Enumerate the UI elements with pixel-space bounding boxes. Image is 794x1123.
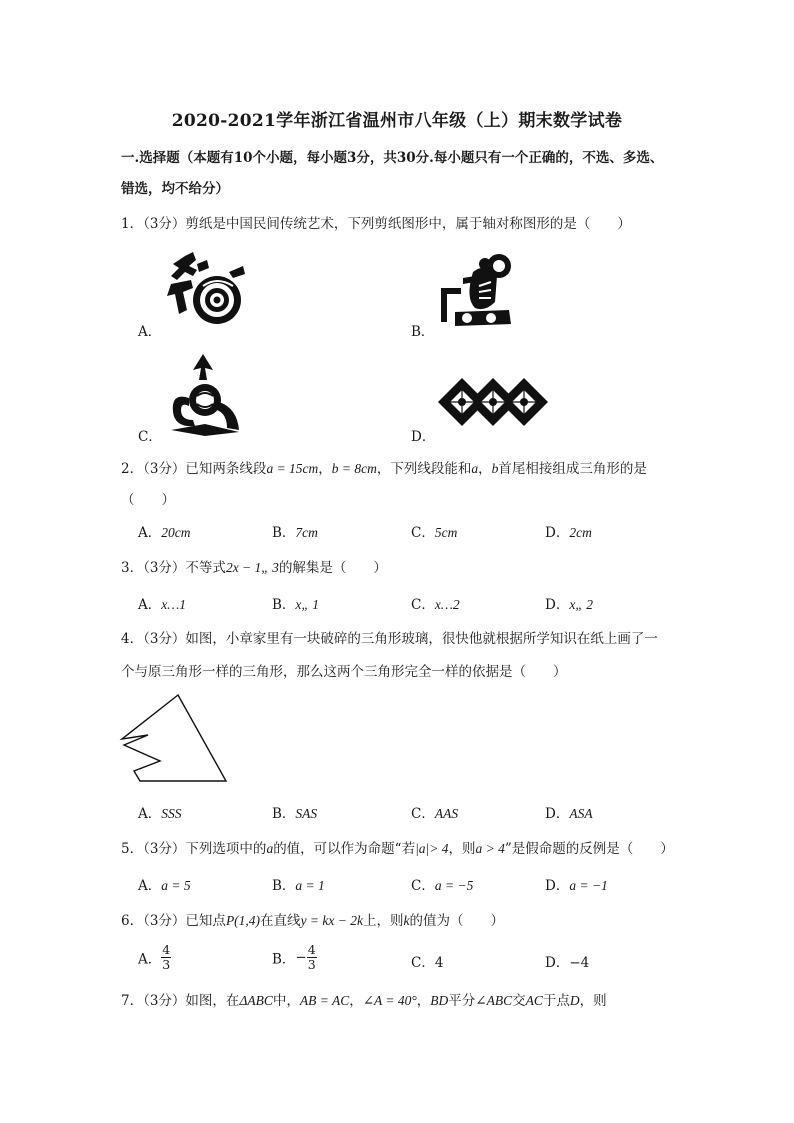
q5-option-c	[411, 874, 473, 894]
q2-prefix: 2．（3分）已知两条线段	[121, 461, 267, 477]
q7-mid3: 交	[512, 993, 526, 1009]
q5-option-c-letter: C．	[411, 878, 435, 894]
q7-angle2: ∠ABC	[475, 993, 513, 1008]
q6-option-b-fraction	[307, 943, 317, 972]
q2-option-b-letter: B．	[272, 525, 296, 541]
q6-prefix: 6．（3分）已知点	[121, 913, 226, 929]
q2-option-c-value: 5cm	[434, 525, 458, 540]
q1-option-a-label: A．	[138, 324, 162, 340]
q2-a-var: a	[471, 461, 479, 476]
section-heading-line1: 一.选择题（本题有10个小题，每小题3分，共30分.每小题只有一个正确的，不选、多选、	[121, 150, 664, 166]
q2-line1	[121, 457, 647, 477]
q2-b-expr: b = 8cm	[331, 461, 377, 476]
q7-mid4: 于点	[542, 993, 570, 1009]
q2-a-expr: a = 15cm	[266, 461, 319, 476]
swan-papercut-image	[165, 352, 245, 436]
q2-option-d	[545, 521, 592, 541]
q5-stem	[121, 837, 674, 857]
q5-option-a-value: a = 5	[161, 878, 191, 893]
q2-end: 首尾相接组成三角形的是	[498, 461, 647, 477]
q4-option-b-letter: B．	[272, 806, 296, 822]
q5-option-b	[272, 874, 325, 894]
q3-stem	[121, 556, 387, 576]
q3-option-c	[411, 593, 460, 613]
q3-suffix: 的解集是（ ）	[278, 560, 387, 576]
q6-line-eq: y = kx − 2k	[300, 913, 363, 928]
q3-option-c-letter: C．	[411, 597, 435, 613]
q3-expr: 2x − 1„ 3	[225, 560, 279, 575]
q2-option-c-letter: C．	[411, 525, 435, 541]
q5-option-c-value: a = −5	[434, 878, 474, 893]
q2-b-var: b	[491, 461, 499, 476]
q7-prefix: 7．（3分）如图，在	[121, 993, 240, 1009]
q5-option-b-letter: B．	[272, 878, 296, 894]
q5-option-d-letter: D．	[545, 878, 570, 894]
q5-mid2: ，则	[448, 841, 476, 857]
q6-option-a-denominator: 3	[162, 957, 171, 972]
q2-option-b-value: 7cm	[295, 525, 318, 540]
q5-a-var: a	[266, 841, 274, 856]
q3-option-a-letter: A．	[138, 597, 162, 613]
q6-mid2: 上，则	[363, 913, 404, 929]
q2-option-a-letter: A．	[138, 525, 162, 541]
q6-stem	[121, 909, 504, 929]
q4-option-a	[138, 802, 182, 822]
q4-option-b-value: SAS	[295, 806, 318, 821]
q7-suffix: ，则	[579, 993, 607, 1009]
q4-option-a-value: SSS	[161, 806, 182, 821]
q6-suffix: 的值为（ ）	[409, 913, 504, 929]
q5-option-b-value: a = 1	[295, 878, 325, 893]
q5-option-a	[138, 874, 191, 894]
q6-option-d	[545, 951, 589, 971]
q2-sep: ，	[318, 461, 332, 477]
q2-sep2: ，	[478, 461, 492, 477]
q5-concl: a > 4	[475, 841, 505, 856]
q4-option-d	[545, 802, 593, 822]
q3-option-d	[545, 593, 593, 613]
q2-option-a	[138, 521, 191, 541]
q7-bd: BD	[430, 993, 449, 1008]
q3-option-d-value: x„ 2	[569, 597, 593, 612]
q7-mid: 中，	[272, 993, 300, 1009]
q1-option-b-label: B．	[411, 324, 435, 340]
q4-option-c	[411, 802, 458, 822]
q6-option-c-letter: C．	[411, 955, 435, 971]
page-title: 2020-2021学年浙江省温州市八年级（上）期末数学试卷	[171, 111, 623, 131]
q5-option-a-letter: A．	[138, 878, 162, 894]
lattice-papercut-image	[438, 372, 548, 432]
q7-mid2: 平分	[448, 993, 476, 1009]
q4-option-d-letter: D．	[545, 806, 570, 822]
q6-option-a-fraction	[161, 943, 171, 972]
q6-option-b-denominator: 3	[307, 957, 316, 972]
q2-option-c	[411, 521, 457, 541]
q6-option-b-numerator: 4	[307, 942, 316, 957]
q2-option-b	[272, 521, 318, 541]
q3-option-b	[272, 593, 319, 613]
q6-option-c	[411, 951, 443, 971]
q2-mid: ，下列线段能和	[376, 461, 472, 477]
q4-line2: 个与原三角形一样的三角形，那么这两个三角形完全一样的依据是（ ）	[121, 664, 567, 680]
q3-option-d-letter: D．	[545, 597, 570, 613]
q7-triangle: ΔABC	[239, 993, 273, 1008]
q5-option-d	[545, 874, 608, 894]
q1-stem: 1．（3分）剪纸是中国民间传统艺术，下列剪纸图形中，属于轴对称图形的是（ ）	[121, 216, 631, 232]
q6-option-a-numerator: 4	[162, 942, 171, 957]
q4-option-b	[272, 802, 317, 822]
q7-sep2: ，	[416, 993, 431, 1009]
q6-option-b	[272, 943, 317, 972]
q6-option-a-letter: A．	[138, 951, 162, 968]
q7-angle: ∠A = 40°	[362, 993, 417, 1008]
q7-ac: AC	[525, 993, 543, 1008]
q1-option-c-label: C．	[138, 429, 162, 445]
q7-eq1: AB = AC	[299, 993, 350, 1008]
q3-option-b-letter: B．	[272, 597, 296, 613]
q6-option-d-letter: D．	[545, 955, 570, 971]
q2-option-d-value: 2cm	[569, 525, 592, 540]
mouse-papercut-image	[435, 252, 517, 330]
q4-option-c-value: AAS	[434, 806, 459, 821]
q4-option-d-value: ASA	[569, 806, 593, 821]
q4-option-c-letter: C．	[411, 806, 435, 822]
q3-option-a	[138, 593, 186, 613]
q6-option-d-value: −4	[569, 955, 590, 971]
q6-option-b-sign: −	[295, 949, 307, 966]
q3-option-b-value: x„ 1	[295, 597, 320, 612]
section-heading-line2: 错选，均不给分）	[121, 181, 229, 197]
q2-line2: （ ）	[121, 492, 175, 508]
q3-option-c-value: x…2	[434, 597, 460, 612]
q7-sep: ，	[349, 993, 363, 1009]
q2-option-a-value: 20cm	[161, 525, 191, 540]
q6-option-a	[138, 943, 171, 972]
q6-k-var: k	[403, 913, 410, 928]
q7-stem	[121, 989, 607, 1009]
q5-option-d-value: a = −1	[569, 878, 608, 893]
q6-option-b-letter: B．	[272, 951, 296, 968]
q6-mid: 在直线	[260, 913, 301, 929]
q5-mid: 的值，可以作为命题“若	[273, 841, 416, 857]
q3-prefix: 3．（3分）不等式	[121, 560, 226, 576]
fu-papercut-image	[163, 250, 249, 330]
q1-option-d-label: D．	[411, 429, 436, 445]
q4-line1: 4．（3分）如图，小章家里有一块破碎的三角形玻璃，很快他就根据所学知识在纸上画了一	[121, 631, 658, 647]
q5-prefix: 5．（3分）下列选项中的	[121, 841, 267, 857]
broken-triangle-figure	[120, 693, 230, 785]
q4-option-a-letter: A．	[138, 806, 162, 822]
q6-option-c-value: 4	[434, 955, 444, 971]
q3-option-a-value: x…1	[161, 597, 186, 612]
q2-option-d-letter: D．	[545, 525, 570, 541]
q5-cond: |a|> 4	[415, 841, 449, 856]
q6-point: P(1,4)	[225, 913, 261, 928]
q7-d: D	[569, 993, 580, 1008]
q5-suffix: ”是假命题的反例是（ ）	[504, 841, 674, 857]
